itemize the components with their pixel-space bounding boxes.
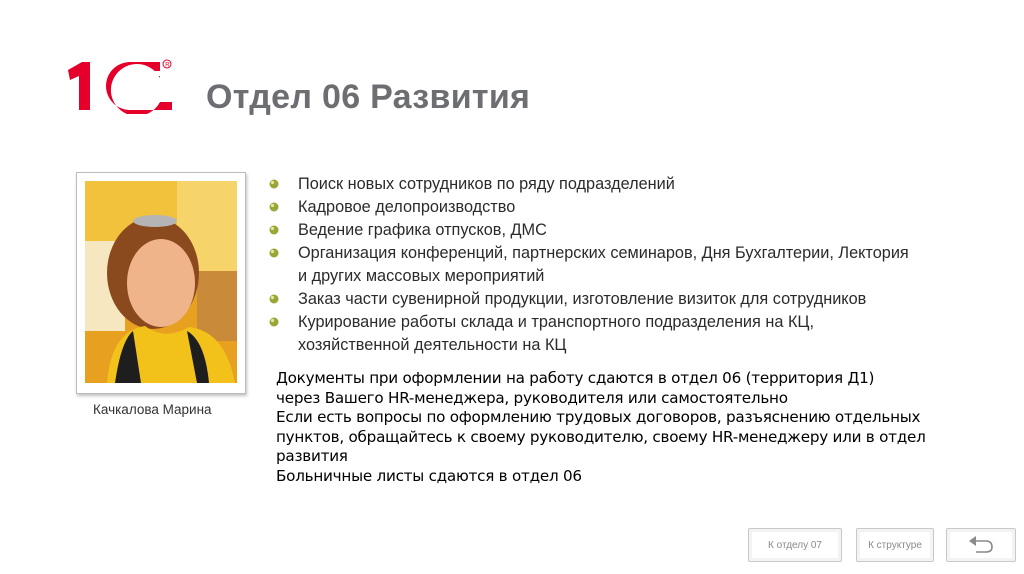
structure-button[interactable] bbox=[856, 528, 934, 562]
logo-digit-one bbox=[68, 62, 90, 110]
page-title: Отдел 06 Развития bbox=[206, 78, 531, 116]
prev-department-button[interactable] bbox=[748, 528, 842, 562]
bullet-icon bbox=[268, 293, 280, 305]
list-item: Курирование работы склада и транспортного подразделения на КЦ, bbox=[268, 311, 968, 334]
list-item: Поиск новых сотрудников по ряду подразделений bbox=[268, 173, 968, 196]
info-line: через Вашего HR-менеджера, руководителя или самостоятельно bbox=[276, 388, 788, 407]
bullet-icon bbox=[268, 178, 280, 190]
back-button[interactable] bbox=[946, 528, 1016, 562]
person-name: Качкалова Марина bbox=[93, 402, 212, 417]
bullet-icon bbox=[268, 224, 280, 236]
prev-department-label: К отделу 07 bbox=[768, 539, 822, 551]
info-line: развития bbox=[276, 447, 348, 465]
list-item-continuation: хозяйственной деятельности на КЦ bbox=[298, 336, 567, 354]
portrait-photo bbox=[85, 181, 237, 383]
list-item: Ведение графика отпусков, ДМС bbox=[268, 219, 968, 242]
info-line: пунктов, обращайтесь к своему руководителю, своему HR-менеджеру или в отдел bbox=[276, 427, 926, 446]
list-item: Организация конференций, партнерских семинаров, Дня Бухгалтерии, Лектория bbox=[268, 242, 968, 265]
list-item-continuation: и других массовых мероприятий bbox=[298, 267, 545, 285]
list-item: Кадровое делопроизводство bbox=[268, 196, 968, 219]
info-line: Документы при оформлении на работу сдаются в отдел 06 (территория Д1) bbox=[276, 369, 875, 387]
info-line: Если есть вопросы по оформлению трудовых договоров, разъяснению отдельных bbox=[276, 408, 921, 426]
bullet-icon bbox=[268, 316, 280, 328]
info-line: Больничные листы сдаются в отдел 06 bbox=[276, 466, 582, 485]
1c-logo bbox=[60, 58, 174, 114]
photo-frame bbox=[76, 172, 246, 394]
svg-text:R: R bbox=[165, 62, 170, 69]
info-text bbox=[276, 369, 966, 486]
list-item: Заказ части сувенирной продукции, изготовление визиток для сотрудников bbox=[268, 288, 968, 311]
bullet-icon bbox=[268, 201, 280, 213]
structure-label: К структуре bbox=[868, 539, 922, 551]
return-arrow-icon bbox=[966, 535, 996, 555]
bullet-icon bbox=[268, 247, 280, 259]
duties-list bbox=[268, 173, 968, 357]
